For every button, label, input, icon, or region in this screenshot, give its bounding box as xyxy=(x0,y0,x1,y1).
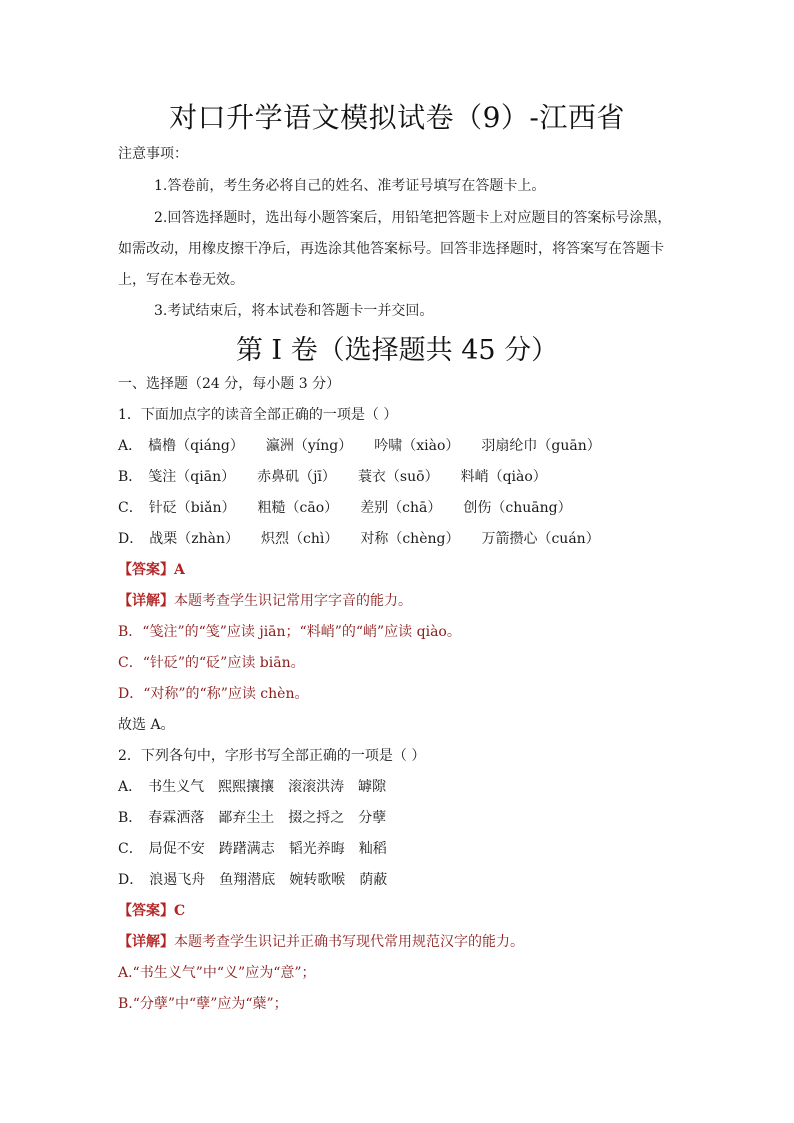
notice-item-2: 2.回答选择题时，选出每小题答案后，用铅笔把答题卡上对应题目的答案标号涂黑，如需改动，用橡皮擦干净后，再选涂其他答案标号。回答非选择题时，将答案写在答题卡上，写在本卷无效。 xyxy=(118,210,672,288)
notice-heading: 注意事项： xyxy=(118,146,188,162)
notice-item-3: 3.考试结束后，将本试卷和答题卡一并交回。 xyxy=(154,303,434,319)
q2-explain-b: B.“分孽”中“孽”应为“蘖”； xyxy=(118,996,288,1012)
q1-option-b: B． 笺注（qiān） 赤鼻矶（jī） 蓑衣（suō） 料峭（qiào） xyxy=(118,469,547,485)
page-title: 对口升学语文模拟试卷（9）-江西省 xyxy=(169,101,625,134)
q1-detail: 【详解】本题考查学生识记常用字字音的能力。 xyxy=(118,593,412,609)
q2-option-d: D． 浪遏飞舟 鱼翔潜底 婉转歌喉 荫蔽 xyxy=(118,872,388,888)
q1-stem: 1．下面加点字的读音全部正确的一项是（ ） xyxy=(118,407,398,423)
q1-option-a: A． 樯橹（qiáng） 瀛洲（yíng） 吟啸（xiào） 羽扇纶巾（guān） xyxy=(118,438,601,454)
q1-explain-c: C．“针砭”的“砭”应读 biān。 xyxy=(118,655,305,671)
q1-option-d: D． 战栗（zhàn） 炽烈（chì） 对称（chèng） 万箭攒心（cuán） xyxy=(118,531,600,547)
q2-stem: 2．下列各句中，字形书写全部正确的一项是（ ） xyxy=(118,748,426,764)
q2-detail: 【详解】本题考查学生识记并正确书写现代常用规范汉字的能力。 xyxy=(118,934,524,950)
q1-option-c: C． 针砭（biǎn） 粗糙（cāo） 差别（chā） 创伤（chuāng） xyxy=(118,500,572,516)
q1-answer: 【答案】A xyxy=(118,562,185,578)
q2-option-c: C． 局促不安 踌躇满志 韬光养晦 籼稻 xyxy=(118,841,387,857)
notice-item-1: 1.答卷前，考生务必将自己的姓名、准考证号填写在答题卡上。 xyxy=(154,178,546,194)
q2-option-a: A． 书生义气 熙熙攘攘 滚滚洪涛 罅隙 xyxy=(118,779,387,795)
q1-explain-d: D．“对称”的“称”应读 chèn。 xyxy=(118,686,309,702)
q1-explain-b: B．“笺注”的“笺”应读 jiān；“料峭”的“峭”应读 qiào。 xyxy=(118,624,461,640)
q1-conclusion: 故选 A。 xyxy=(118,717,175,733)
q2-explain-a: A.“书生义气”中“义”应为“意”； xyxy=(118,965,316,981)
section-title: 第 I 卷（选择题共 45 分） xyxy=(235,335,559,366)
q2-option-b: B． 春霖洒落 鄙弃尘土 掇之捋之 分孽 xyxy=(118,810,387,826)
q2-answer: 【答案】C xyxy=(118,903,186,919)
part-title: 一、选择题（24 分，每小题 3 分） xyxy=(118,376,341,392)
